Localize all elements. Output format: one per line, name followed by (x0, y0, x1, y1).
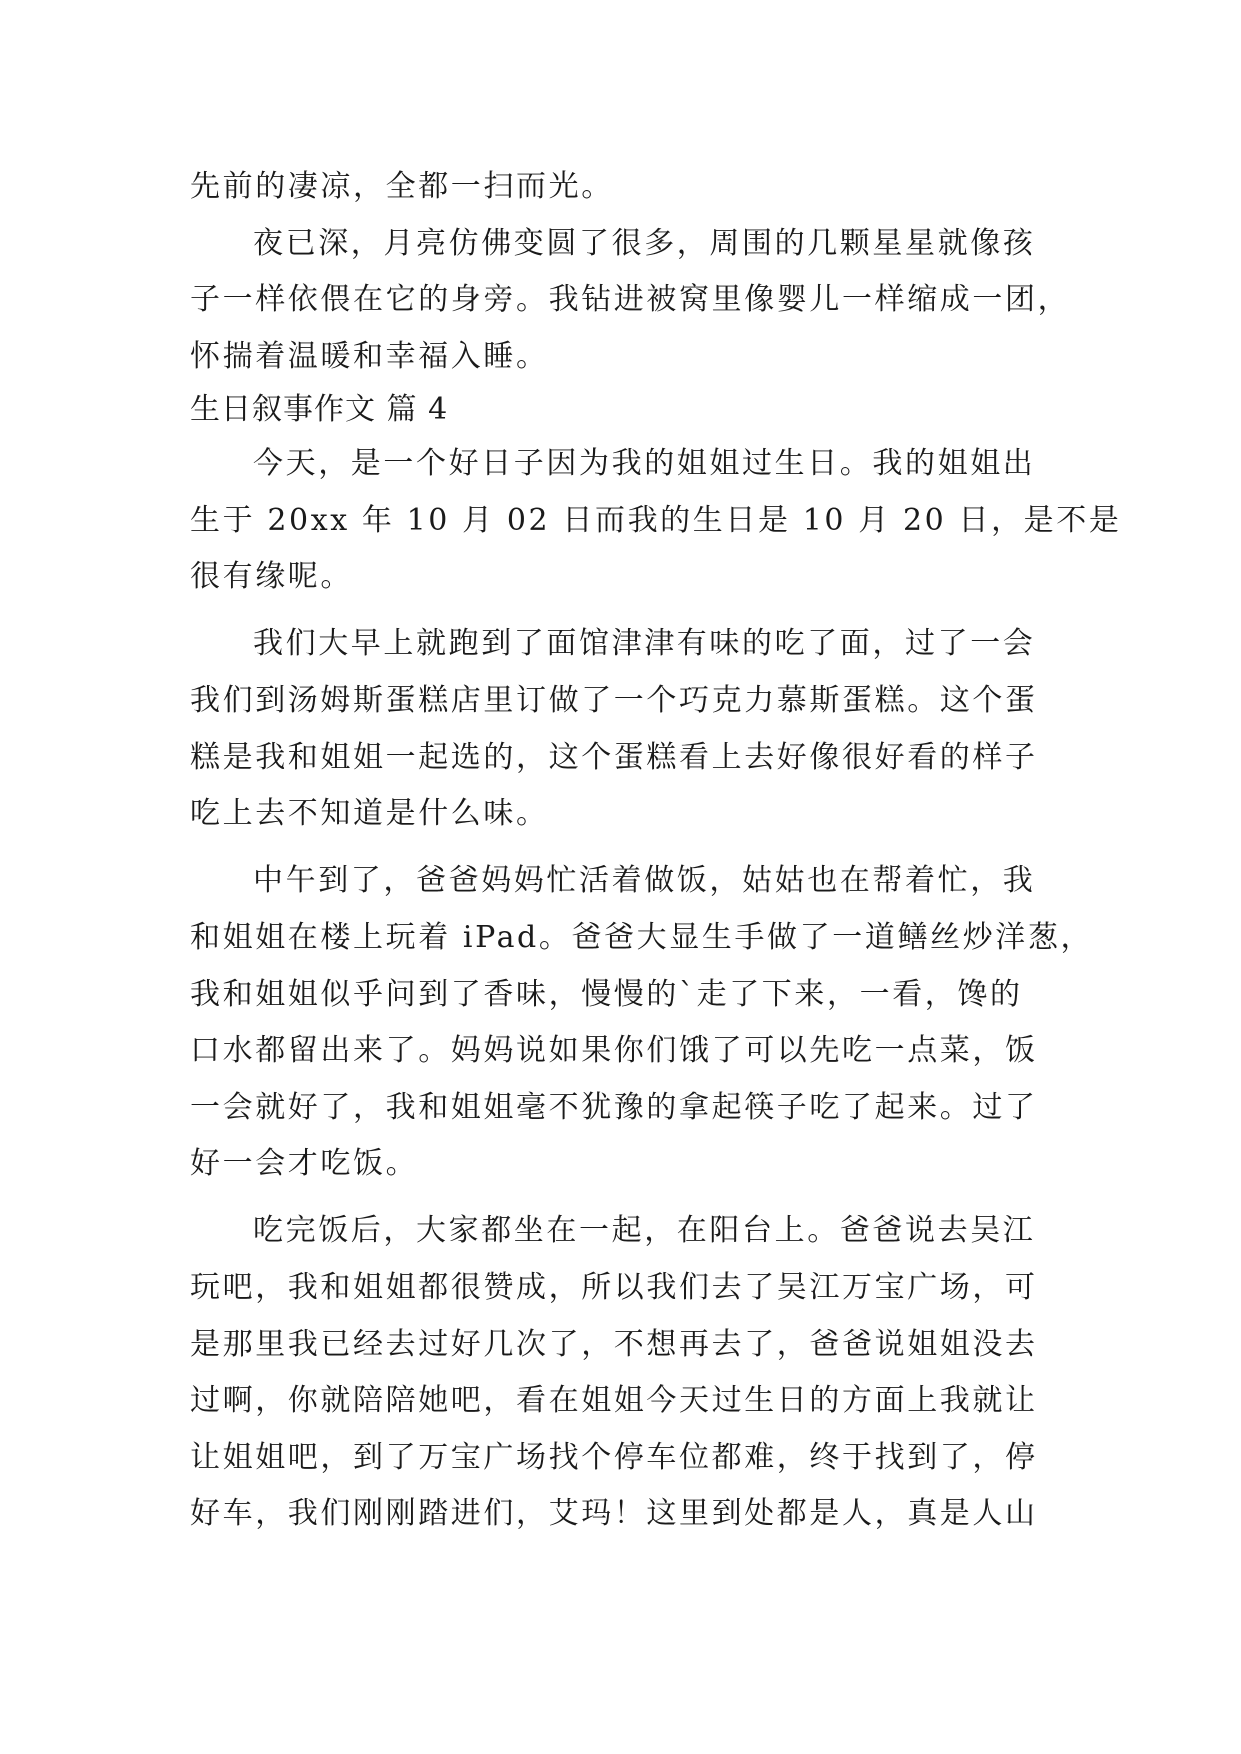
text-line: 我和姐姐似乎问到了香味，慢慢的`走了下来，一看，馋的 (190, 977, 1023, 1012)
text-line: 玩吧，我和姐姐都很赞成，所以我们去了吴江万宝广场，可 (190, 1270, 1038, 1305)
text-line: 和姐姐在楼上玩着 iPad。爸爸大显生手做了一道鳝丝炒洋葱， (190, 920, 1094, 955)
text-line: 是那里我已经去过好几次了，不想再去了，爸爸说姐姐没去 (190, 1327, 1038, 1362)
text-line: 先前的凄凉，全都一扫而光。 (190, 169, 614, 204)
text-line: 生于 20xx 年 10 月 02 日而我的生日是 10 月 20 日，是不是 (190, 503, 1122, 538)
text-line: 子一样依偎在它的身旁。我钻进被窝里像婴儿一样缩成一团， (190, 282, 1071, 317)
text-line: 吃上去不知道是什么味。 (190, 796, 549, 831)
text-line: 好车，我们刚刚踏进们，艾玛！这里到处都是人，真是人山 (190, 1496, 1038, 1531)
text-line: 让姐姐吧，到了万宝广场找个停车位都难，终于找到了，停 (190, 1440, 1038, 1475)
text-line: 很有缘呢。 (190, 559, 353, 594)
paragraph-first-line: 夜已深，月亮仿佛变圆了很多，周围的几颗星星就像孩 (253, 226, 1036, 261)
text-line: 口水都留出来了。妈妈说如果你们饿了可以先吃一点菜，饭 (190, 1033, 1038, 1068)
paragraph-first-line: 吃完饭后，大家都坐在一起，在阳台上。爸爸说去吴江 (253, 1213, 1036, 1248)
text-line: 一会就好了，我和姐姐毫不犹豫的拿起筷子吃了起来。过了 (190, 1090, 1038, 1125)
paragraph-first-line: 今天，是一个好日子因为我的姐姐过生日。我的姐姐出 (253, 446, 1036, 481)
text-line: 怀揣着温暖和幸福入睡。 (190, 339, 549, 374)
text-line: 糕是我和姐姐一起选的，这个蛋糕看上去好像很好看的样子 (190, 740, 1038, 775)
paragraph-first-line: 我们大早上就跑到了面馆津津有味的吃了面，过了一会 (253, 626, 1036, 661)
text-line: 我们到汤姆斯蛋糕店里订做了一个巧克力慕斯蛋糕。这个蛋 (190, 683, 1038, 718)
paragraph-first-line: 中午到了，爸爸妈妈忙活着做饭，姑姑也在帮着忙，我 (253, 863, 1036, 898)
text-line: 好一会才吃饭。 (190, 1146, 419, 1181)
text-line: 过啊，你就陪陪她吧，看在姐姐今天过生日的方面上我就让 (190, 1383, 1038, 1418)
section-heading: 生日叙事作文 篇 4 (190, 392, 449, 427)
